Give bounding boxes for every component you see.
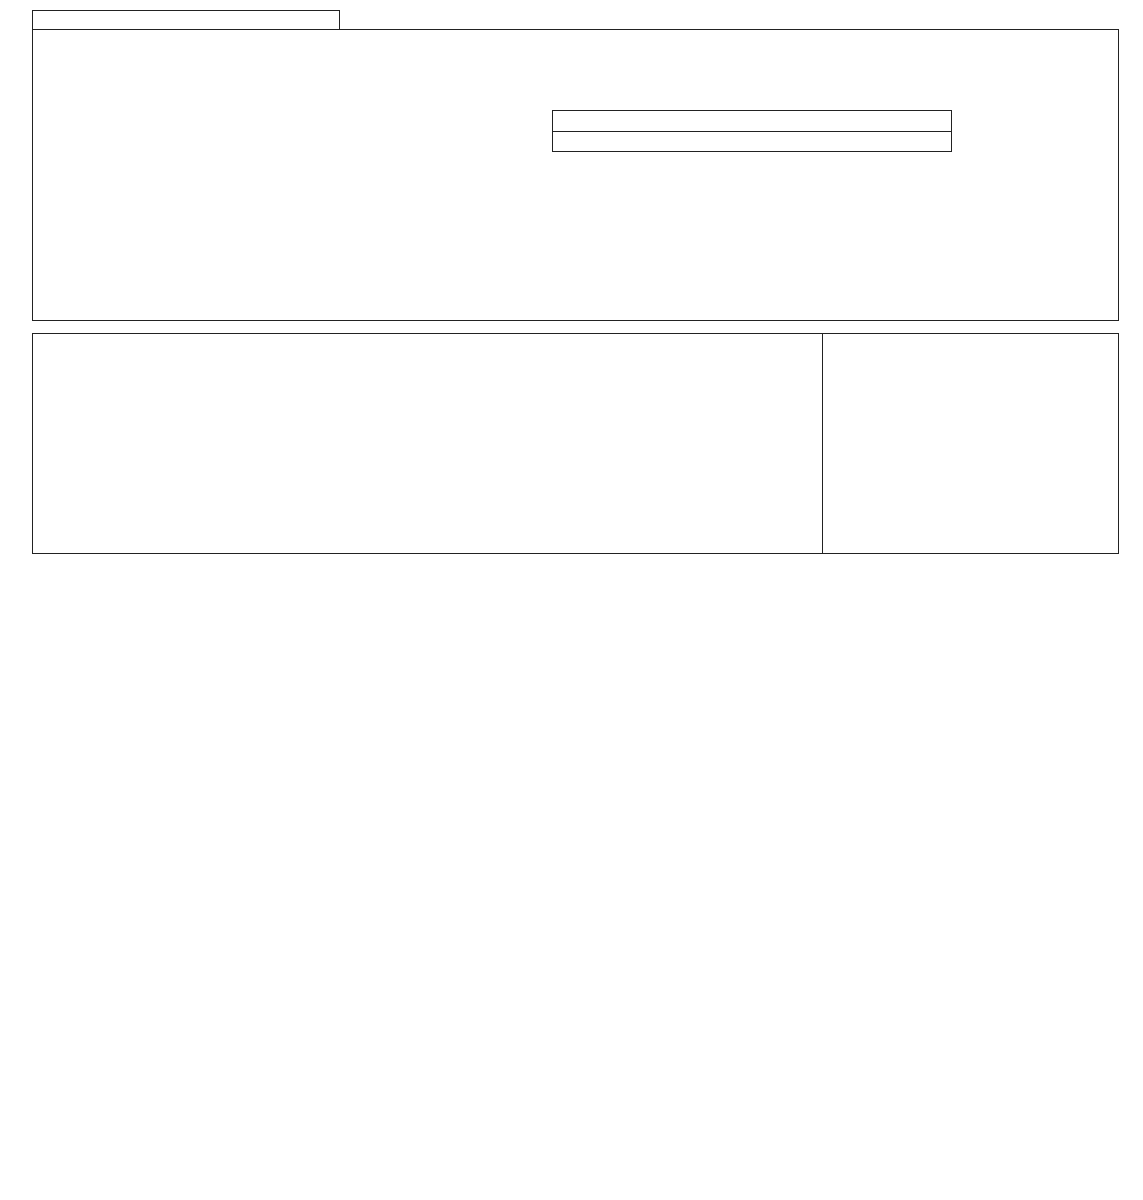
consumer-info-box bbox=[32, 29, 1119, 321]
account-box bbox=[32, 10, 340, 30]
qr-code-icon[interactable] bbox=[902, 400, 1038, 536]
bill-summary-divider bbox=[822, 333, 823, 554]
load-demand-divider bbox=[552, 131, 952, 132]
